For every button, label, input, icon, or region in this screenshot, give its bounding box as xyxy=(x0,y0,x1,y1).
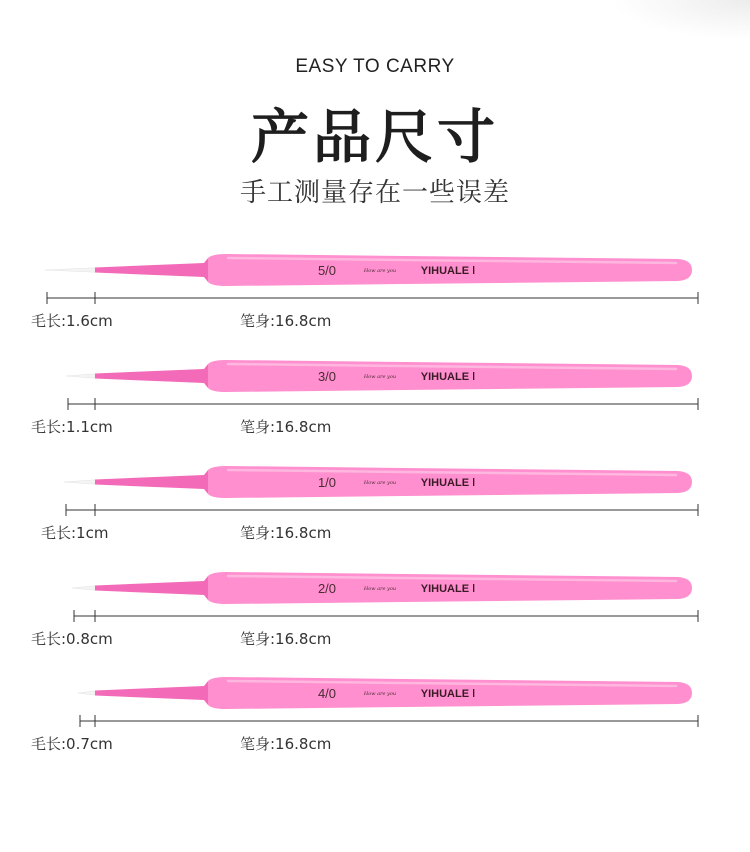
brush-brand: YIHUALE ǀ xyxy=(420,265,476,277)
body-length-label: 笔身:16.8cm xyxy=(240,735,332,753)
brush-neck xyxy=(95,364,208,388)
brush-row xyxy=(0,250,750,350)
brush-drawing xyxy=(0,356,750,416)
brush-neck xyxy=(95,258,208,282)
brush-bristle xyxy=(66,374,95,378)
brush-drawing xyxy=(0,250,750,310)
bristle-length-label: 毛长:1cm xyxy=(41,524,109,542)
bristle-length-label: 毛长:1.6cm xyxy=(31,312,113,330)
brush-neck xyxy=(95,576,208,600)
brush-brand: YIHUALE ǀ xyxy=(420,477,476,489)
brush-neck xyxy=(95,470,208,494)
brush-size-mark: 3/0 xyxy=(317,369,337,384)
brush-bristle xyxy=(78,691,95,695)
brush-script-text: How are you xyxy=(363,586,397,592)
brush-bristle xyxy=(64,480,95,484)
brush-brand: YIHUALE ǀ xyxy=(420,583,476,595)
brush-drawing xyxy=(0,568,750,628)
brush-script-text: How are you xyxy=(363,691,397,697)
body-length-label: 笔身:16.8cm xyxy=(240,524,332,542)
body-length-label: 笔身:16.8cm xyxy=(240,418,332,436)
brush-brand: YIHUALE ǀ xyxy=(420,688,476,700)
brush-script-text: How are you xyxy=(363,480,397,486)
bristle-length-label: 毛长:0.7cm xyxy=(31,735,113,753)
section-subtitle: EASY TO CARRY xyxy=(295,56,455,77)
brush-drawing xyxy=(0,673,750,733)
bristle-length-label: 毛长:1.1cm xyxy=(31,418,113,436)
brush-size-mark: 1/0 xyxy=(317,475,337,490)
brush-size-mark: 4/0 xyxy=(317,686,337,701)
brush-row xyxy=(0,568,750,668)
brush-script-text: How are you xyxy=(363,268,397,274)
brush-drawing xyxy=(0,462,750,522)
brush-row xyxy=(0,673,750,773)
body-length-label: 笔身:16.8cm xyxy=(240,312,332,330)
page-title: 产品尺寸 xyxy=(250,103,499,171)
brush-brand: YIHUALE ǀ xyxy=(420,371,476,383)
brush-size-mark: 2/0 xyxy=(317,581,337,596)
brush-bristle xyxy=(72,586,95,590)
bristle-length-label: 毛长:0.8cm xyxy=(31,630,113,648)
body-length-label: 笔身:16.8cm xyxy=(240,630,332,648)
measurement-note: 手工测量存在一些误差 xyxy=(239,178,510,208)
brush-bristle xyxy=(45,268,95,272)
brush-neck xyxy=(95,681,208,705)
corner-shade xyxy=(610,0,750,40)
brush-row xyxy=(0,356,750,456)
brush-size-mark: 5/0 xyxy=(317,263,337,278)
brush-script-text: How are you xyxy=(363,374,397,380)
brush-row xyxy=(0,462,750,562)
